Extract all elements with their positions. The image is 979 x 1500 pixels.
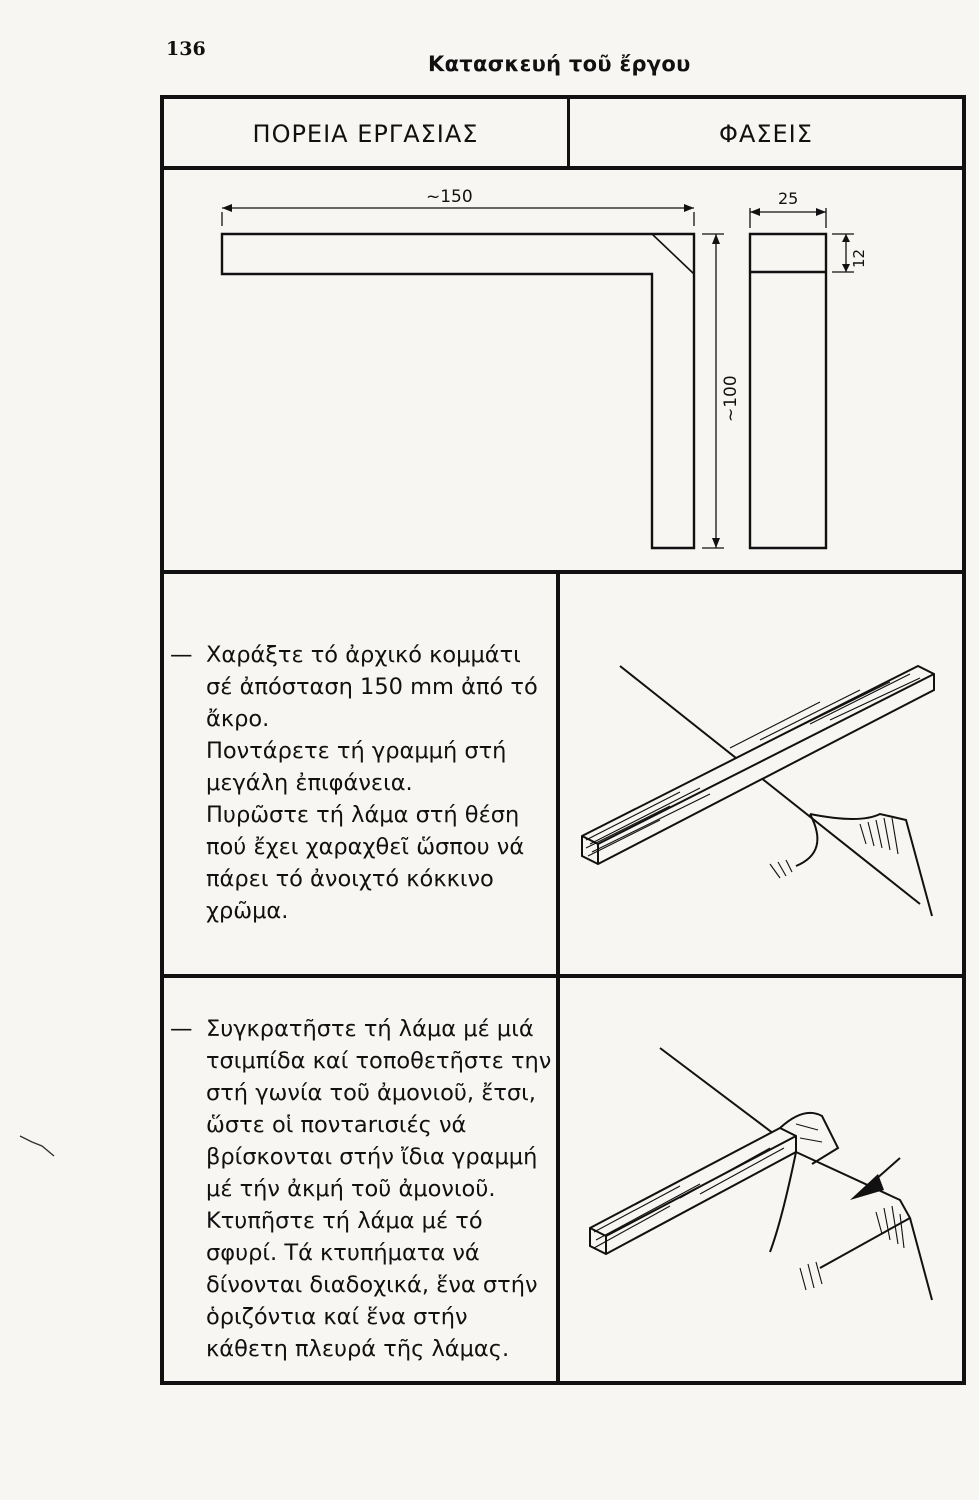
step-2-line-2: Κτυπῆστε τή λάμα μέ τό σφυρί. Τά κτυπήματα νά δίνονται διαδοχικά, ἕνα στήν ὁριζόντια καί ἕνα στήν κάθετη πλευρά τῆς λάμας. (206, 1208, 538, 1362)
step-1-line-2: Ποντάρετε τή γραμμή στή μεγάλη ἐπιφάνεια. (206, 738, 507, 796)
bending-bar-illustration (560, 978, 962, 1385)
heating-bar-illustration (560, 574, 962, 974)
dim-width-label: 25 (778, 189, 799, 208)
dim-thickness-label: 12 (850, 248, 868, 268)
bullet-dash: — (170, 642, 193, 668)
header-phases: ΦΑΣΕΙΣ (719, 120, 813, 148)
dim-length-label: ~150 (426, 187, 473, 207)
step-1-line-3: Πυρῶστε τή λάμα στή θέση πού ἔχει χαραχθεῖ ὥσπου νά πάρει τό ἀνοιχτό κόκκινο χρῶμα. (206, 802, 525, 924)
step-1-line-1: — Χαράξτε τό ἀρχικό κομμάτι σέ ἀπόσταση 150 mm ἀπό τό ἄκρο. (170, 639, 554, 735)
bracket-side-view (750, 234, 826, 548)
header-divider (164, 166, 962, 170)
step-2-instructions (170, 1013, 554, 1365)
page-number: 136 (166, 38, 206, 60)
margin-mark-icon (18, 1130, 58, 1160)
bracket-dimension-drawing (164, 172, 962, 570)
step-1-instructions (170, 639, 554, 927)
bullet-dash: — (170, 1016, 193, 1042)
dim-height-label: ~100 (721, 375, 741, 422)
header-work-procedure: ΠΟΡΕΙΑ ΕΡΓΑΣΙΑΣ (164, 99, 570, 169)
procedure-table (160, 95, 966, 1385)
running-head: Κατασκευή τοῦ ἔργου (428, 52, 691, 76)
bracket-outline (222, 234, 694, 548)
step-2-line-1: — Συγκρατῆστε τή λάμα μέ μιά τσιμπίδα καί τοποθετῆστε την στή γωνία τοῦ ἀμονιοῦ, ἔτσι, ὥστε οἱ ποντarισιές νά βρίσκονται στήν ἴδια γραμμή μέ τήν ἀκμή τοῦ ἀμονιοῦ. (170, 1013, 554, 1205)
